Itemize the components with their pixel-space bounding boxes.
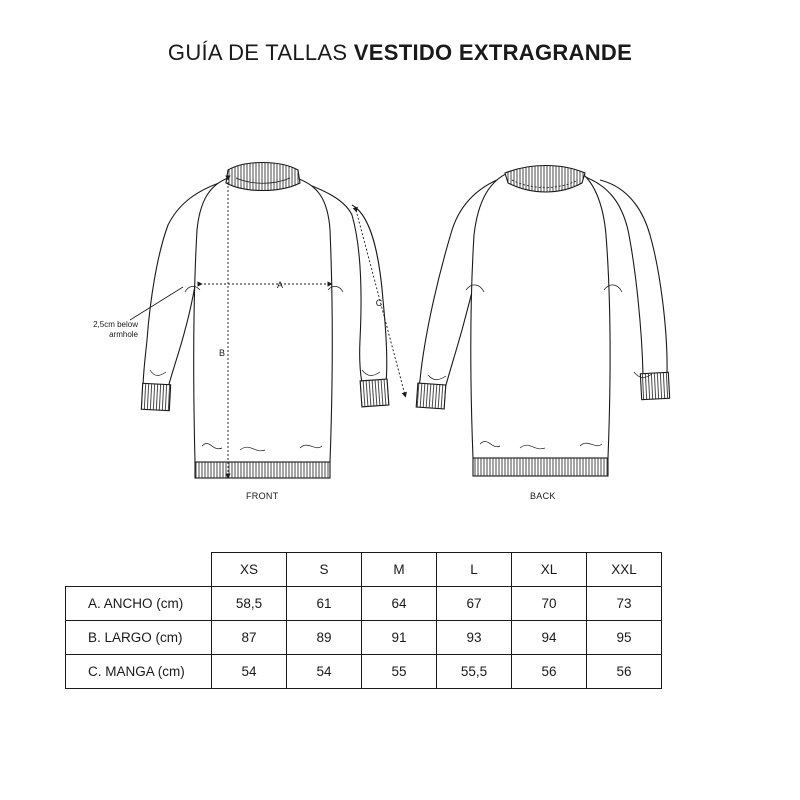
- table-corner: [66, 553, 212, 587]
- table-cell: 54: [287, 655, 362, 689]
- table-cell: 95: [587, 621, 662, 655]
- table-cell: 58,5: [212, 587, 287, 621]
- armhole-note-line2: armhole: [109, 330, 138, 339]
- back-body: [471, 172, 610, 458]
- size-header-row: [66, 553, 662, 587]
- size-col-m: M: [362, 553, 437, 587]
- table-cell: 55,5: [437, 655, 512, 689]
- size-col-l: L: [437, 553, 512, 587]
- table-cell: 67: [437, 587, 512, 621]
- size-col-s: S: [287, 553, 362, 587]
- row-label-manga: C. MANGA (cm): [66, 655, 212, 689]
- front-right-cuff: [360, 379, 389, 407]
- table-cell: 54: [212, 655, 287, 689]
- size-col-xs: XS: [212, 553, 287, 587]
- table-row: [66, 621, 662, 655]
- title-prefix: GUÍA DE TALLAS: [167, 40, 348, 65]
- armhole-note: [82, 320, 138, 340]
- back-view-label: BACK: [530, 491, 556, 501]
- table-cell: 70: [512, 587, 587, 621]
- table-cell: 56: [512, 655, 587, 689]
- armhole-note-line1: 2,5cm below: [93, 320, 138, 329]
- table-cell: 64: [362, 587, 437, 621]
- size-col-xxl: XXL: [587, 553, 662, 587]
- back-left-cuff: [416, 383, 446, 409]
- table-cell: 73: [587, 587, 662, 621]
- front-view-label: FRONT: [246, 491, 279, 501]
- table-cell: 56: [587, 655, 662, 689]
- row-label-largo: B. LARGO (cm): [66, 621, 212, 655]
- back-right-cuff: [640, 372, 669, 399]
- table-row: [66, 655, 662, 689]
- front-body: [194, 178, 333, 462]
- table-cell: 93: [437, 621, 512, 655]
- table-cell: 91: [362, 621, 437, 655]
- measure-a-label: A: [276, 280, 284, 290]
- measure-c-label: C: [375, 298, 383, 308]
- measure-b-label: B: [218, 348, 226, 358]
- size-table: [65, 552, 662, 689]
- table-cell: 94: [512, 621, 587, 655]
- row-label-ancho: A. ANCHO (cm): [66, 587, 212, 621]
- front-neck-rib: [226, 163, 300, 191]
- front-sweater: [141, 163, 389, 479]
- back-sweater: [416, 166, 669, 477]
- table-cell: 61: [287, 587, 362, 621]
- table-cell: 87: [212, 621, 287, 655]
- front-hem-rib: [195, 462, 330, 478]
- table-row: [66, 587, 662, 621]
- front-left-cuff: [141, 383, 170, 410]
- title-product: VESTIDO EXTRAGRANDE: [353, 40, 633, 65]
- back-hem-rib: [473, 458, 608, 476]
- size-col-xl: XL: [512, 553, 587, 587]
- table-cell: 55: [362, 655, 437, 689]
- table-cell: 89: [287, 621, 362, 655]
